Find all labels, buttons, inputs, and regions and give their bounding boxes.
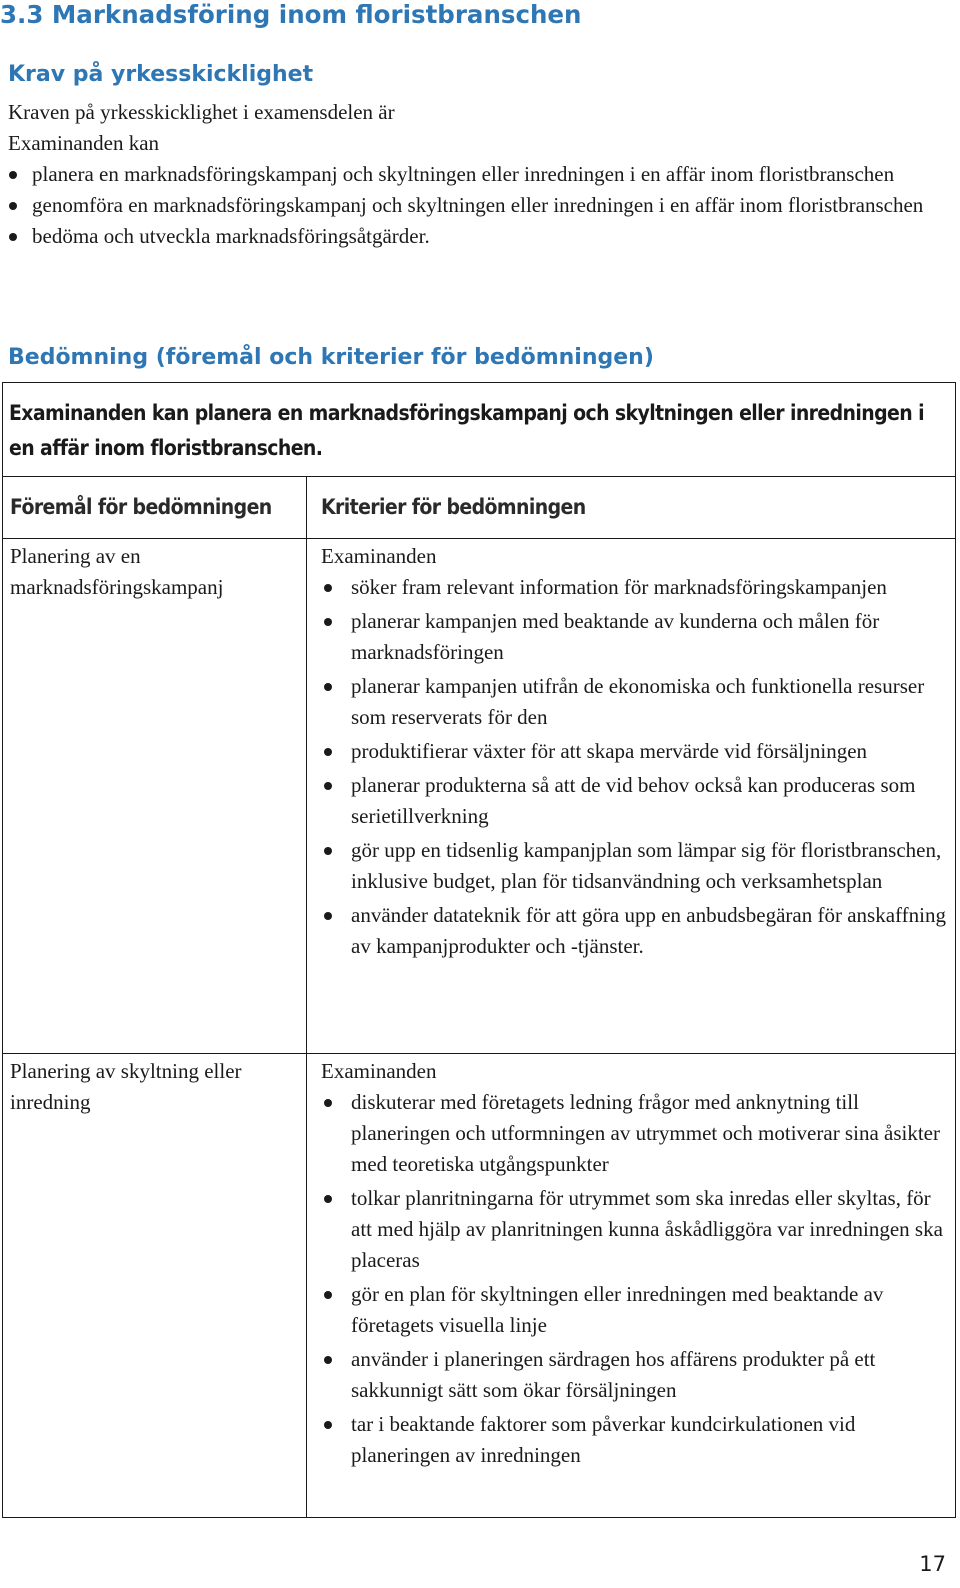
criteria-item: gör en plan för skyltningen eller inredningen med beaktande av företagets visuella linje [321, 1279, 946, 1341]
row-2-object: Planering av skyltning eller inredning [10, 1059, 242, 1114]
criteria-item: tar i beaktande faktorer som påverkar kundcirkulationen vid planeringen av inredningen [321, 1409, 946, 1471]
row-2-intro: Examinanden [321, 1059, 437, 1083]
criteria-item: tolkar planritningarna för utrymmet som ska inredas eller skyltas, för att med hjälp av planritningen kunna åskådliggöra var inredningen ska placeras [321, 1183, 946, 1276]
requirements-list [8, 159, 953, 252]
row-1-criteria-list [321, 572, 946, 962]
criteria-item: planerar kampanjen med beaktande av kunderna och målen för marknadsföringen [321, 606, 946, 668]
criteria-item: använder datateknik för att göra upp en anbudsbegäran för anskaffning av kampanjprodukter och -tjänster. [321, 900, 946, 962]
criteria-item: produktifierar växter för att skapa mervärde vid försäljningen [321, 736, 946, 767]
row-1-object: Planering av en marknadsföringskampanj [10, 544, 224, 599]
requirement-item: bedöma och utveckla marknadsföringsåtgärder. [8, 221, 953, 252]
criteria-item: planerar produkterna så att de vid behov också kan produceras som serietillverkning [321, 770, 946, 832]
requirements-heading: Krav på yrkesskicklighet [8, 62, 314, 87]
column-header-object: Föremål för bedömningen [10, 495, 272, 519]
page-number: 17 [919, 1552, 946, 1576]
column-header-criteria: Kriterier för bedömningen [321, 495, 586, 519]
criteria-item: planerar kampanjen utifrån de ekonomiska och funktionella resurser som reserverats för den [321, 671, 946, 733]
header-divider [3, 538, 955, 539]
criteria-item: diskuterar med företagets ledning frågor med anknytning till planeringen och utformningen av utrymmet och motiverar sina åsikter med teoretiska utgångspunkter [321, 1087, 946, 1180]
row-1-intro: Examinanden [321, 544, 437, 568]
criteria-item: söker fram relevant information för marknadsföringskampanjen [321, 572, 946, 603]
criteria-item: använder i planeringen särdragen hos affärens produkter på ett sakkunnigt sätt som ökar försäljningen [321, 1344, 946, 1406]
assessment-table [2, 382, 956, 1518]
row-2-criteria [321, 1056, 946, 1474]
row-1-criteria [321, 541, 946, 965]
row-2-criteria-list [321, 1087, 946, 1471]
requirement-item: genomföra en marknadsföringskampanj och skyltningen eller inredningen i en affär inom floristbranschen [8, 190, 953, 221]
assessment-heading: Bedömning (föremål och kriterier för bedömningen) [8, 345, 654, 370]
table-heading: Examinanden kan planera en marknadsföringskampanj och skyltningen eller inredningen i en affär inom floristbranschen. [9, 401, 924, 460]
requirements-body [8, 97, 953, 252]
column-divider [306, 476, 307, 1517]
requirements-subject-line: Examinanden kan [8, 131, 160, 155]
table-divider [3, 476, 955, 477]
requirement-item: planera en marknadsföringskampanj och skyltningen eller inredningen i en affär inom floristbranschen [8, 159, 953, 190]
criteria-item: gör upp en tidsenlig kampanjplan som lämpar sig för floristbranschen, inklusive budget, plan för tidsanvändning och verksamhetsplan [321, 835, 946, 897]
section-title: 3.3 Marknadsföring inom floristbranschen [0, 0, 582, 29]
requirements-intro-line: Kraven på yrkesskicklighet i examensdelen är [8, 100, 395, 124]
row-divider [3, 1053, 955, 1054]
